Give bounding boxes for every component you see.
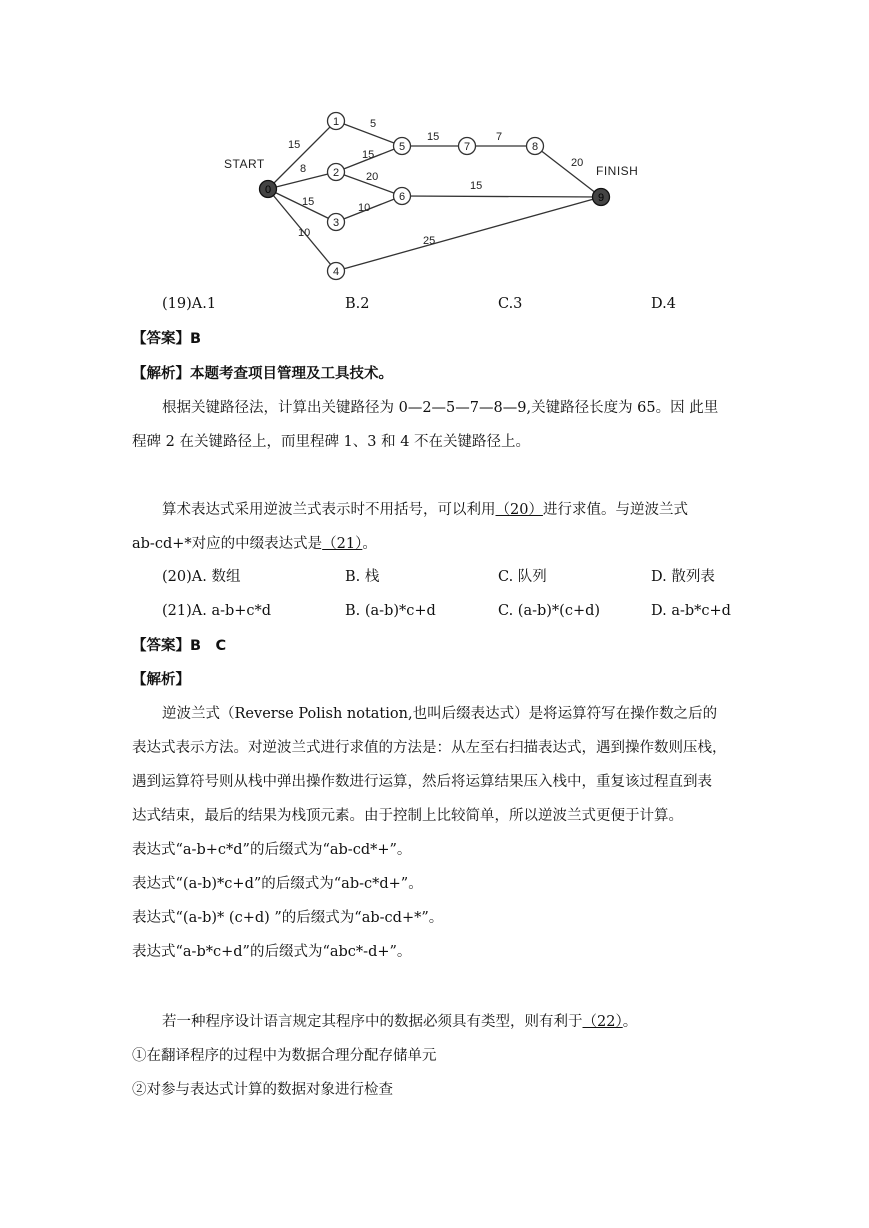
weight-0-2: 8 [300, 163, 307, 175]
q20-example-2: 表达式“(a-b)*c+d”的后缀式为“ab-c*d+”。 [132, 876, 423, 892]
node-8 [527, 138, 544, 155]
edge-1-5 [336, 121, 402, 146]
q20-analysis-line-3: 遇到运算符号则从栈中弹出操作数进行运算，然后将运算结果压入栈中，重复该过程直到表 [132, 774, 712, 790]
svg-text:7: 7 [463, 141, 471, 153]
node-1 [328, 113, 345, 130]
svg-text:6: 6 [398, 191, 406, 203]
edge-8-9 [535, 146, 601, 197]
svg-text:1: 1 [332, 116, 340, 128]
q20-answer: 【答案】B C [132, 638, 227, 654]
node-4 [328, 263, 345, 280]
edge-0-1 [268, 121, 336, 189]
q19-analysis-label: 【解析】本题考查项目管理及工具技术。 [132, 366, 393, 382]
q20-example-1: 表达式“a-b+c*d”的后缀式为“ab-cd*+”。 [132, 842, 412, 858]
q20-stem-text-b: 进行求值。与逆波兰式 [542, 502, 688, 518]
q20-stem-text-a: 算术表达式采用逆波兰式表示时不用括号，可以利用 [162, 502, 496, 518]
weight-2-5: 15 [362, 149, 375, 161]
weight-1-5: 5 [370, 118, 377, 130]
q22-stem-text-a: 若一种程序设计语言规定其程序中的数据必须具有类型，则有利于 [162, 1014, 583, 1030]
q20-example-3: 表达式“(a-b)* (c+d) ”的后缀式为“ab-cd+*”。 [132, 910, 444, 926]
node-5 [394, 138, 411, 155]
weight-0-4: 10 [298, 227, 311, 239]
q20-option-b: B. 栈 [345, 569, 380, 585]
q20-option-d: D. 散列表 [651, 569, 715, 585]
svg-text:3: 3 [332, 217, 340, 229]
q20-option-c: C. 队列 [498, 569, 547, 585]
edge-6-9 [402, 196, 601, 197]
q19-analysis-line-2: 程碑 2 在关键路径上，而里程碑 1、3 和 4 不在关键路径上。 [132, 434, 531, 450]
blank-20: （20） [495, 502, 543, 518]
blank-21: （21） [322, 536, 363, 552]
finish-label: FINISH [596, 164, 639, 178]
weight-4-9: 25 [423, 235, 436, 247]
q20-analysis-line-1: 逆波兰式（Reverse Polish notation,也叫后缀表达式）是将运算符写在操作数之后的 [162, 706, 718, 722]
q21-option-c: C. (a-b)*(c+d) [498, 603, 601, 619]
q22-item-1: ①在翻译程序的过程中为数据合理分配存储单元 [132, 1048, 437, 1064]
q19-answer: 【答案】B [132, 331, 202, 347]
q22-stem-text-b: 。 [622, 1014, 638, 1030]
weight-7-8: 7 [496, 131, 503, 143]
node-6 [394, 188, 411, 205]
q22-item-2: ②对参与表达式计算的数据对象进行检查 [132, 1082, 393, 1098]
node-3 [328, 214, 345, 231]
q19-option-c: C.3 [498, 296, 523, 312]
start-label: START [224, 157, 265, 171]
q21-option-d: D. a-b*c+d [651, 603, 731, 619]
edge-4-9 [336, 197, 601, 271]
q19-analysis-line-1: 根据关键路径法，计算出关键路径为 0—2—5—7—8—9,关键路径长度为 65。因 此里 [162, 400, 719, 416]
q20-analysis-line-2: 表达式表示方法。对逆波兰式进行求值的方法是：从左至右扫描表达式，遇到操作数则压栈， [132, 740, 727, 756]
weight-0-3: 15 [302, 196, 315, 208]
q20-stem-line-2 [132, 534, 377, 554]
q21-option-a: (21)A. a-b+c*d [162, 603, 272, 619]
q19-option-a: (19)A.1 [162, 296, 217, 312]
weight-3-6: 10 [358, 202, 371, 214]
q20-analysis-label: 【解析】 [132, 672, 190, 688]
svg-text:0: 0 [264, 184, 272, 196]
q19-option-b: B.2 [345, 296, 370, 312]
weight-2-6: 20 [366, 171, 379, 183]
q21-stem-text-b: 。 [362, 536, 377, 552]
svg-text:9: 9 [597, 192, 605, 204]
blank-22: （22） [582, 1014, 623, 1030]
q22-stem [162, 1012, 637, 1032]
q21-stem-text-a: ab-cd+*对应的中缀表达式是 [132, 536, 323, 552]
node-7 [459, 138, 476, 155]
weight-8-9: 20 [571, 157, 584, 169]
svg-text:4: 4 [332, 266, 340, 278]
network-diagram [0, 0, 869, 300]
svg-text:5: 5 [398, 141, 406, 153]
svg-text:8: 8 [531, 141, 539, 153]
node-9 [593, 189, 610, 206]
q20-stem-line-1 [162, 500, 688, 520]
weight-5-7: 15 [427, 131, 440, 143]
q20-example-4: 表达式“a-b*c+d”的后缀式为“abc*-d+”。 [132, 944, 412, 960]
weight-6-9: 15 [470, 180, 483, 192]
q20-option-a: (20)A. 数组 [162, 569, 241, 585]
weight-0-1: 15 [288, 139, 301, 151]
node-2 [328, 164, 345, 181]
q21-option-b: B. (a-b)*c+d [345, 603, 436, 619]
svg-text:2: 2 [332, 167, 340, 179]
q20-analysis-line-4: 达式结束，最后的结果为栈顶元素。由于控制上比较简单，所以逆波兰式更便于计算。 [132, 808, 683, 824]
q19-option-d: D.4 [651, 296, 676, 312]
node-0 [260, 181, 277, 198]
